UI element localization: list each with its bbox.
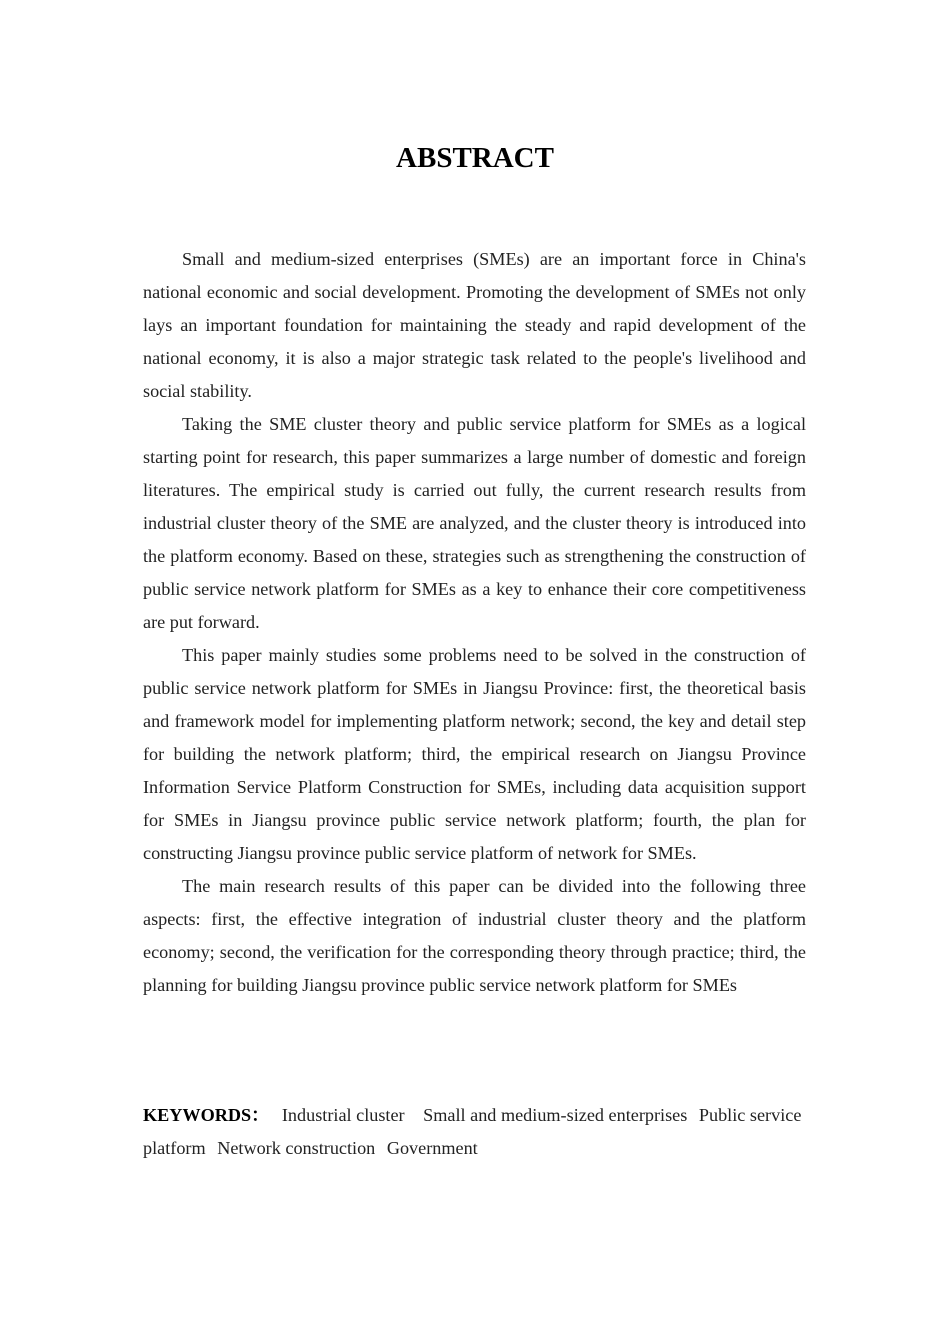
keywords-label: KEYWORDS： <box>143 1105 270 1125</box>
abstract-paragraph: This paper mainly studies some problems need to be solved in the construction of public service network platform for SMEs in Jiangsu Province: first, the theoretical basis and framework model for implementing platform network; second, the key and detail step for building the network platform; third, the empirical research on Jiangsu Province Information Service Platform Construction for SMEs, including data acquisition support for SMEs in Jiangsu province public service network platform; fourth, the plan for constructing Jiangsu province public service platform of network for SMEs. <box>143 645 806 863</box>
abstract-paragraph: The main research results of this paper can be divided into the following three aspects: first, the effective integration of industrial cluster theory and the platform economy; second, the verification for the corresponding theory through practice; third, the planning for building Jiangsu province public service network platform for SMEs <box>143 876 806 995</box>
keyword: Industrial cluster <box>281 1105 405 1125</box>
abstract-body <box>143 243 806 1002</box>
abstract-paragraph: Small and medium-sized enterprises (SMEs) are an important force in China's national economic and social development. Promoting the development of SMEs not only lays an important foundation for maintaining the steady and rapid development of the national economy, it is also a major strategic task related to the people's livelihood and social stability. <box>143 249 806 401</box>
abstract-paragraph: Taking the SME cluster theory and public service platform for SMEs as a logical starting point for research, this paper summarizes a large number of domestic and foreign literatures. The empirical study is carried out fully, the current research results from industrial cluster theory of the SME are analyzed, and the cluster theory is introduced into the platform economy. Based on these, strategies such as strengthening the construction of public service network platform for SMEs as a key to enhance their core competitiveness are put forward. <box>143 414 806 632</box>
keyword: Public service platform <box>143 1105 802 1158</box>
keywords <box>143 1099 806 1165</box>
keyword: Network construction <box>217 1138 376 1158</box>
keyword: Government <box>386 1138 478 1158</box>
keyword: Small and medium-sized enterprises <box>423 1105 688 1125</box>
page-title: ABSTRACT <box>396 142 554 174</box>
